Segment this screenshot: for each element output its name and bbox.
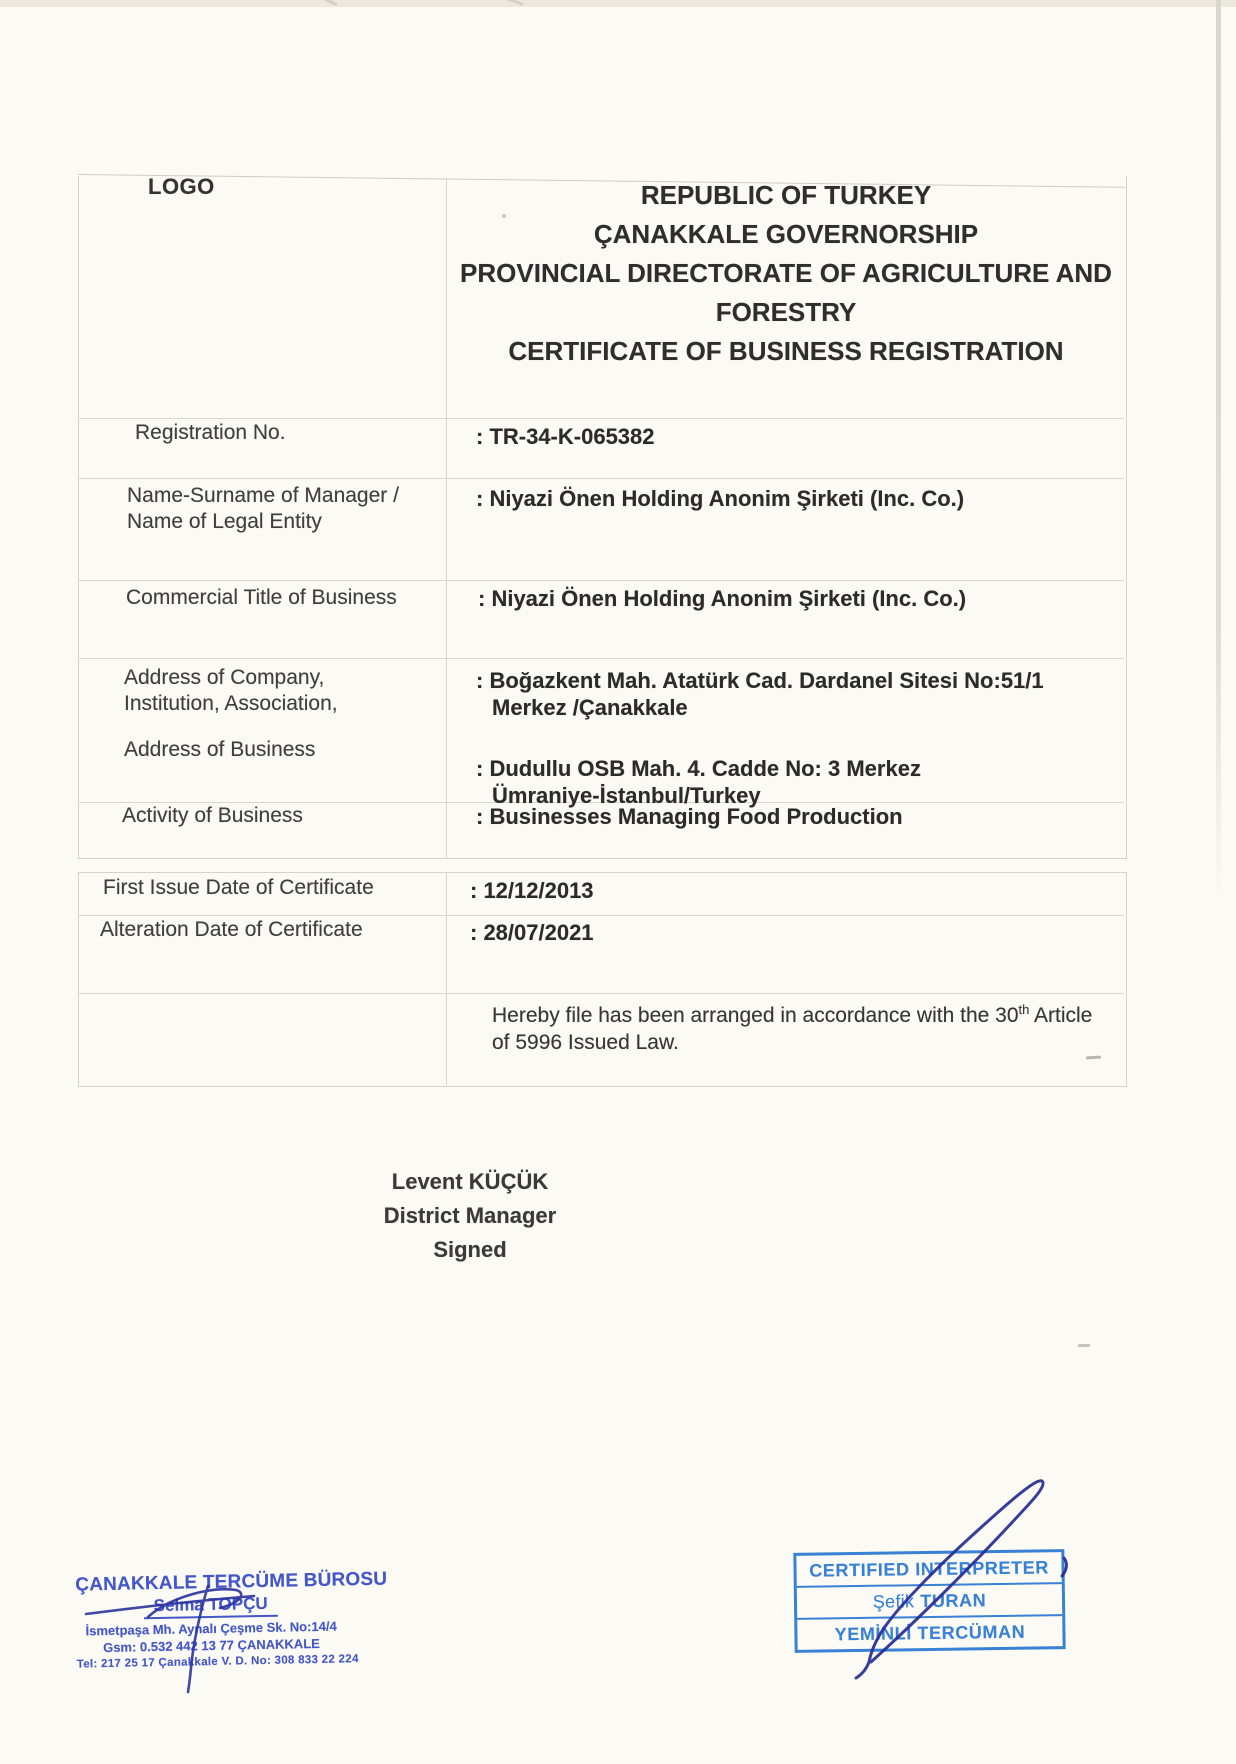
signatory-name: Levent KÜÇÜK	[391, 1169, 549, 1194]
legal-note-text-rest: Article of 5996 Issued Law.	[492, 1004, 1093, 1054]
column-divider	[446, 872, 447, 1085]
label-business-address: Address of Business	[124, 738, 316, 761]
office-stamp-address: İsmetpaşa Mh. Aynalı Çeşme Sk. No:14/4	[85, 1618, 337, 1639]
legal-note	[492, 996, 1112, 1056]
office-stamp-person: Selma TOPÇU	[144, 1594, 278, 1620]
label-alteration-date: Alteration Date of Certificate	[100, 918, 363, 941]
row-border	[79, 993, 1124, 994]
value-business-activity: : Businesses Managing Food Production	[476, 804, 903, 829]
document-title	[447, 176, 1125, 371]
value-commercial-title: : Niyazi Önen Holding Anonim Şirketi (Inc. Co.)	[478, 586, 967, 611]
row-border	[79, 418, 1124, 419]
interpreter-stamp-name	[797, 1582, 1062, 1618]
label-manager-name: Name-Surname of Manager / Name of Legal Entity	[127, 484, 399, 533]
scan-dash	[1078, 1344, 1090, 1347]
title-line-governorship: ÇANAKKALE GOVERNORSHIP	[593, 219, 979, 249]
title-line-country: REPUBLIC OF TURKEY	[640, 180, 932, 210]
title-line-directorate: PROVINCIAL DIRECTORATE OF AGRICULTURE AND FORESTRY	[460, 258, 1112, 327]
title-line-certificate: CERTIFICATE OF BUSINESS REGISTRATION	[508, 336, 1064, 366]
office-stamp-tel: Tel: 217 25 17 Çanakkale V. D. No: 308 833 22 224	[76, 1653, 359, 1671]
interpreter-last-name: TURAN	[920, 1589, 987, 1611]
value-business-address: : Dudullu OSB Mah. 4. Cadde No: 3 Merkez Ümraniye-İstanbul/Turkey	[476, 756, 921, 808]
label-first-issue-date: First Issue Date of Certificate	[103, 876, 374, 899]
logo-placeholder: LOGO	[148, 174, 215, 199]
row-border	[79, 580, 1124, 581]
interpreter-stamp-subtitle: YEMİNLİ TERCÜMAN	[797, 1614, 1062, 1650]
signatory-title: District Manager	[383, 1203, 557, 1228]
value-company-address: : Boğazkent Mah. Atatürk Cad. Dardanel Sitesi No:51/1 Merkez /Çanakkale	[476, 668, 1044, 720]
value-alteration-date: : 28/07/2021	[470, 920, 594, 945]
label-commercial-title: Commercial Title of Business	[126, 586, 397, 609]
interpreter-stamp-title: CERTIFIED INTERPRETER	[809, 1556, 1049, 1581]
signatory-signed-note: Signed	[433, 1237, 507, 1262]
office-stamp-name: ÇANAKKALE TERCÜME BÜROSU	[75, 1568, 388, 1596]
signatory-block	[330, 1165, 610, 1267]
interpreter-first-name: Şefik	[872, 1590, 915, 1612]
row-border	[79, 915, 1124, 916]
page-edge-shadow	[1216, 0, 1221, 905]
value-manager-name: : Niyazi Önen Holding Anonim Şirketi (Inc. Co.)	[476, 486, 965, 511]
label-business-activity: Activity of Business	[122, 804, 303, 827]
value-registration-no: : TR-34-K-065382	[476, 424, 655, 449]
value-first-issue-date: : 12/12/2013	[470, 878, 594, 903]
interpreter-stamp	[793, 1549, 1065, 1653]
office-stamp-gsm: Gsm: 0.532 442 13 77 ÇANAKKALE	[102, 1635, 320, 1656]
row-border	[79, 658, 1124, 659]
legal-note-text: Hereby file has been arranged in accordance with the 30	[492, 1004, 1019, 1027]
label-company-address: Address of Company, Institution, Association,	[124, 666, 338, 715]
legal-note-ordinal: th	[1018, 1002, 1030, 1017]
scan-top-edge	[0, 0, 1236, 7]
row-border	[79, 478, 1124, 479]
label-registration-no: Registration No.	[135, 421, 286, 444]
translation-office-stamp	[75, 1568, 388, 1671]
